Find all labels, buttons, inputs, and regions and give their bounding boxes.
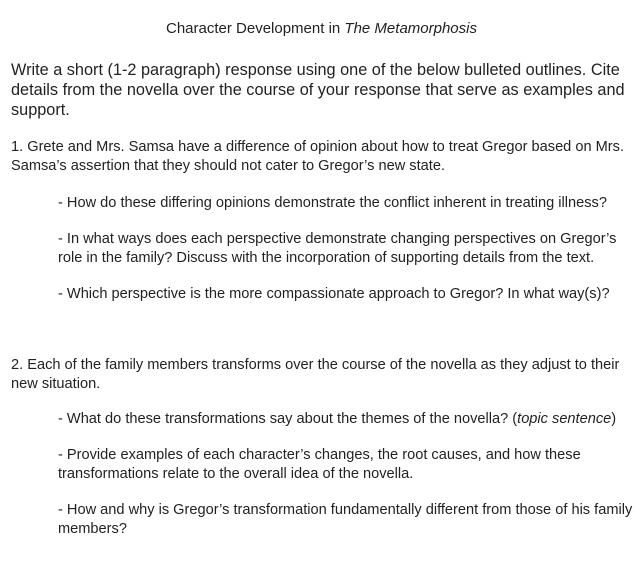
outline-2-prompt: 2. Each of the family members transforms over the course of the novella as they adjust to their new situation. <box>11 357 620 392</box>
intro-paragraph: Write a short (1-2 paragraph) response using one of the below bulleted outlines. Cite details from the novella over the course of your response that serve as examples and support. <box>11 61 625 119</box>
outline-1-prompt: 1. Grete and Mrs. Samsa have a difference of opinion about how to treat Gregor based on Mrs. Samsa’s assertion that they should not cater to Gregor’s new state. <box>11 139 625 174</box>
outline-2-bullet-1-suffix: ) <box>611 411 617 427</box>
outline-1-bullet-1: - How do these differing opinions demonstrate the conflict inherent in treating illness? <box>58 195 607 211</box>
outline-2-bullet-1-text: - What do these transformations say about the themes of the novella? ( <box>58 411 518 427</box>
outline-1-bullet-2: - In what ways does each perspective demonstrate changing perspectives on Gregor’s role in the family? Discuss with the incorporation of supporting details from the text. <box>58 231 617 266</box>
title-book: The Metamorphosis <box>344 20 477 37</box>
title-prefix: Character Development in <box>166 20 345 37</box>
document-title <box>0 19 643 39</box>
outline-2-bullet-1 <box>58 410 638 429</box>
outline-2-bullet-3: - How and why is Gregor’s transformation fundamentally different from those of his family members? <box>58 502 633 537</box>
outline-2-bullet-2: - Provide examples of each character’s changes, the root causes, and how these transformations relate to the overall idea of the novella. <box>58 447 581 482</box>
outline-2-bullet-1-emphasis: topic sentence <box>517 411 612 427</box>
outline-1-bullet-3: - Which perspective is the more compassionate approach to Gregor? In what way(s)? <box>58 286 610 302</box>
